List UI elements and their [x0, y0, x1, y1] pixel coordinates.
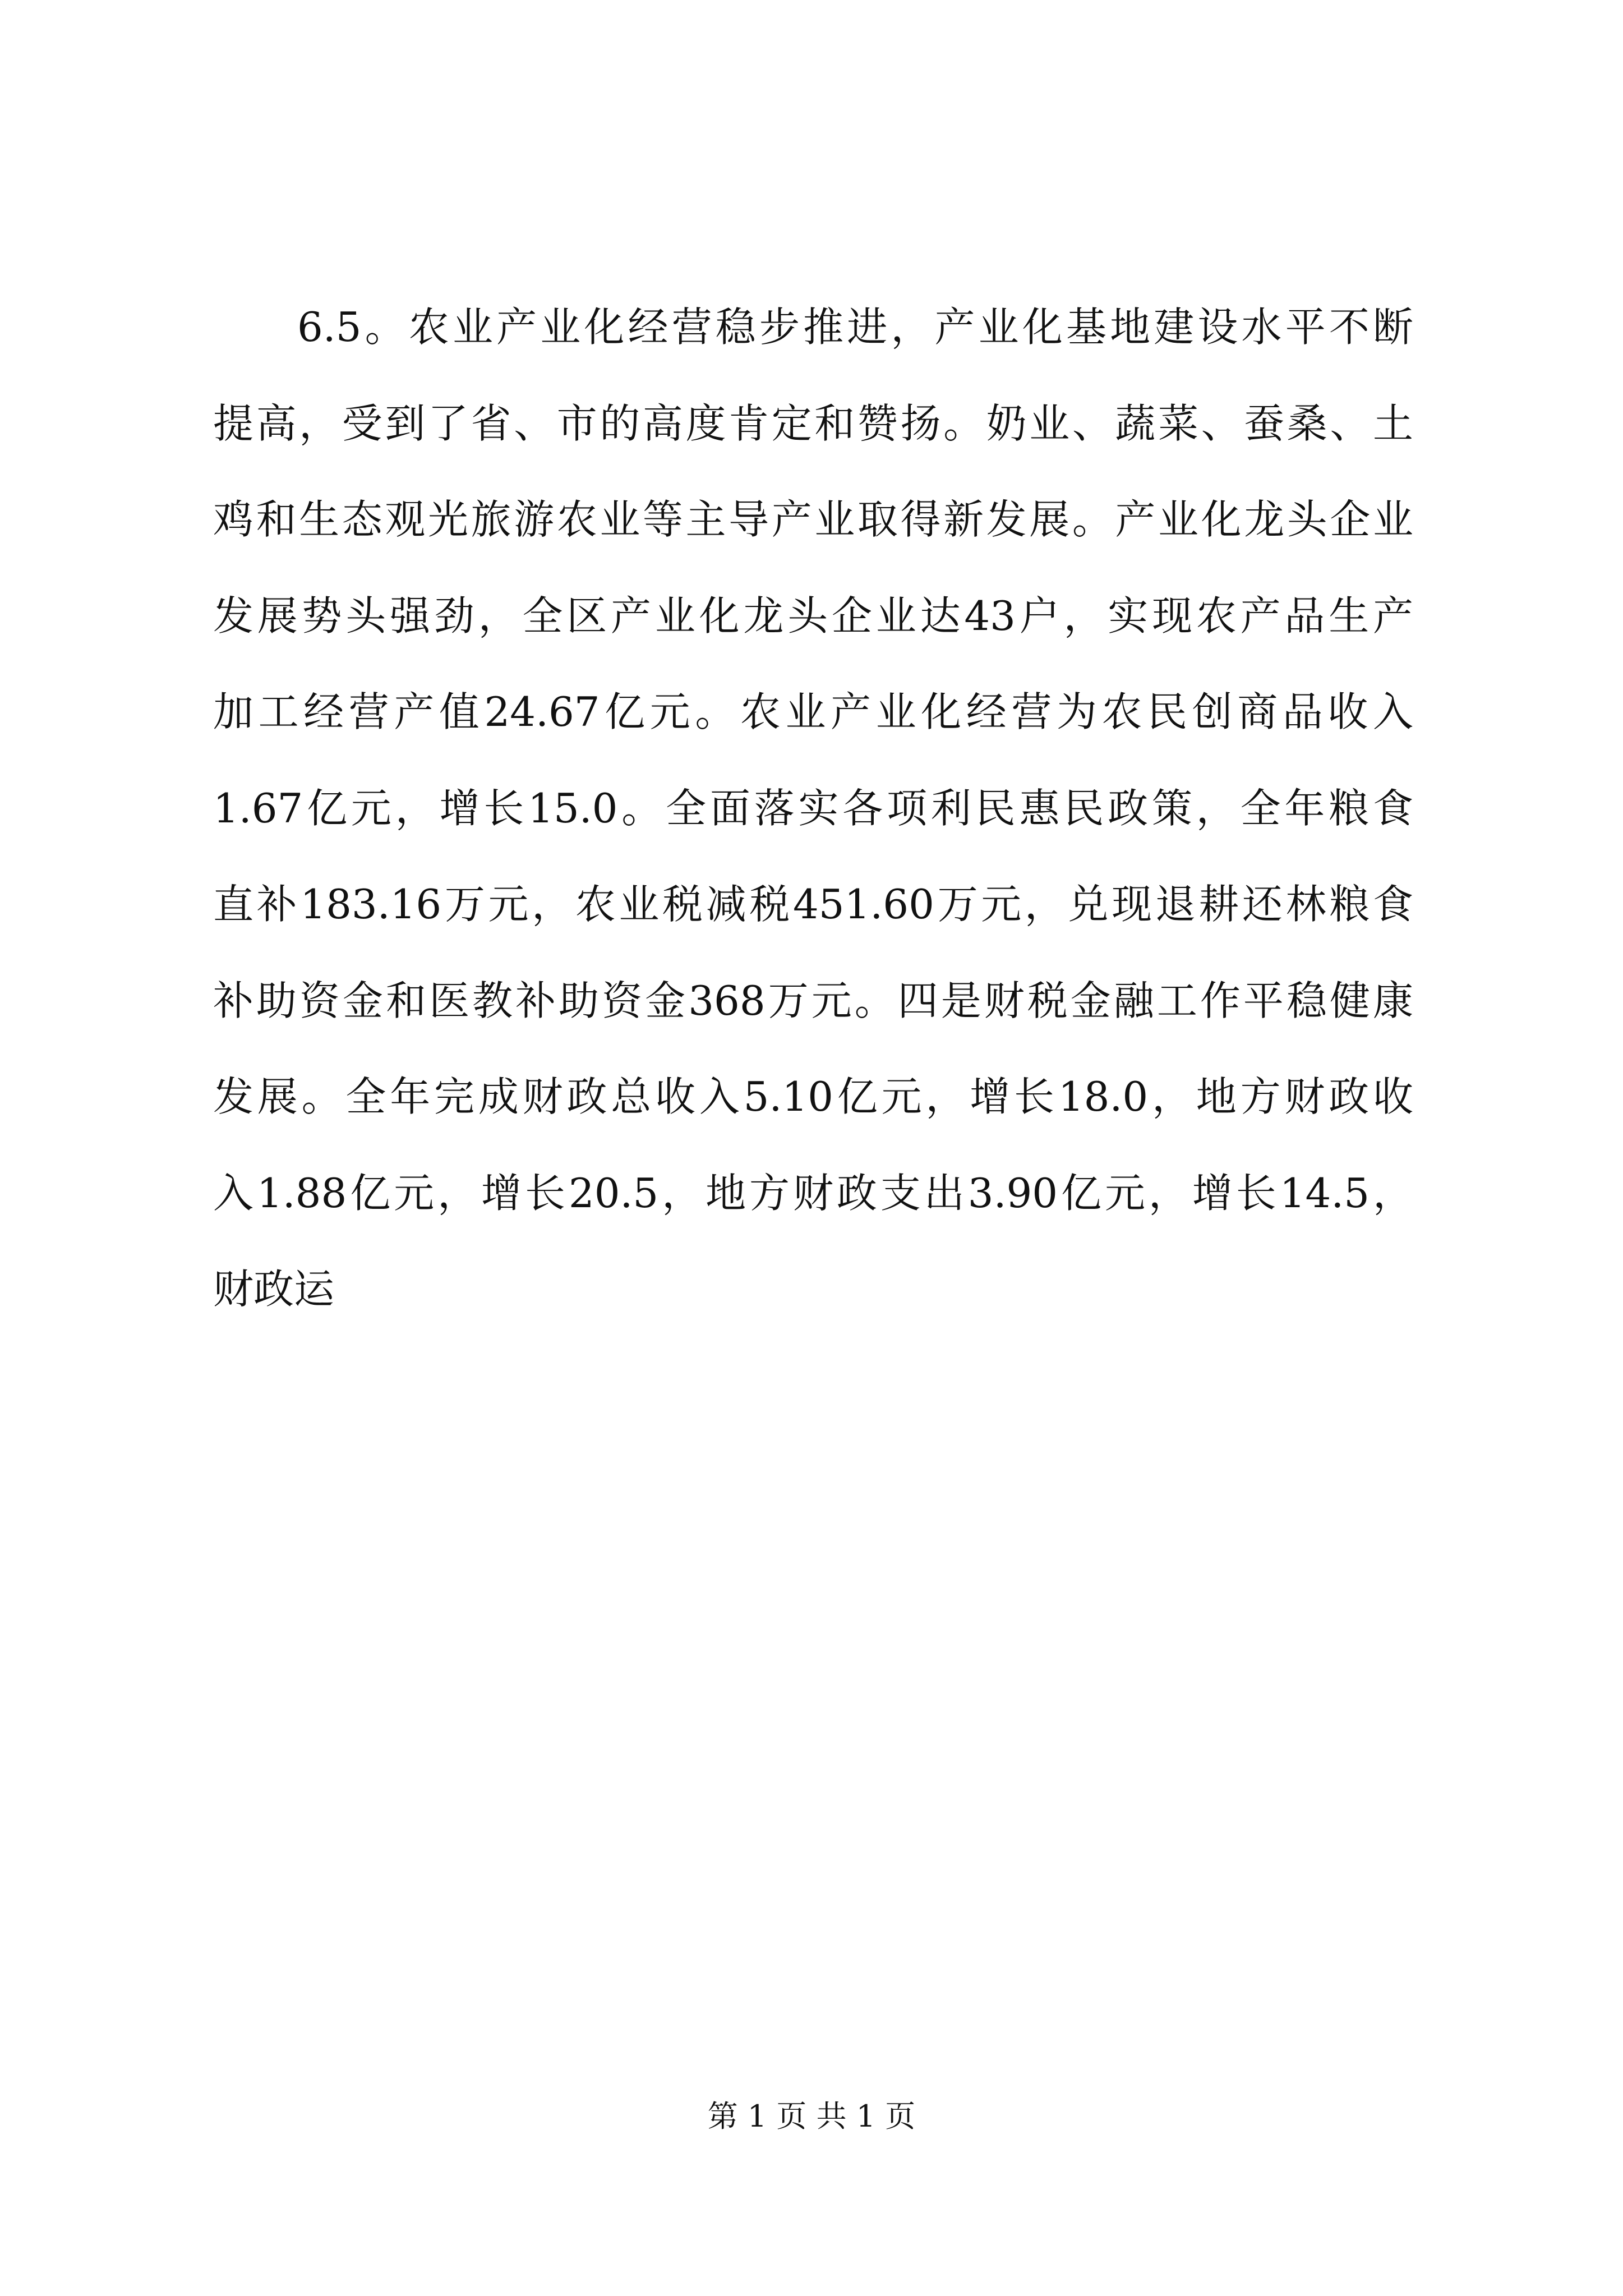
paragraph-line-3: 鸡和生态观光旅游农业等主导产业取得新发展。产业化龙头企业 — [213, 496, 1413, 543]
page-number-footer: 第 1 页 共 1 页 — [707, 2099, 916, 2134]
paragraph-line-1: 6.5。农业产业化经营稳步推进，产业化基地建设水平不断 — [297, 303, 1413, 351]
paragraph-line-11: 财政运 — [213, 1266, 335, 1313]
paragraph-line-6: 1.67亿元，增长15.0。全面落实各项利民惠民政策，全年粮食 — [213, 784, 1413, 832]
paragraph-line-7: 直补183.16万元，农业税减税451.60万元，兑现退耕还林粮食 — [213, 881, 1413, 928]
paragraph-line-5: 加工经营产值24.67亿元。农业产业化经营为农民创商品收入 — [213, 688, 1413, 735]
paragraph-line-4: 发展势头强劲，全区产业化龙头企业达43户，实现农产品生产 — [213, 592, 1413, 639]
paragraph-line-2: 提高，受到了省、市的高度肯定和赞扬。奶业、蔬菜、蚕桑、土 — [213, 399, 1413, 447]
paragraph-line-10: 入1.88亿元，增长20.5，地方财政支出3.90亿元，增长14.5， — [213, 1169, 1413, 1217]
body-paragraph — [213, 279, 1413, 1338]
paragraph-line-8: 补助资金和医教补助资金368万元。四是财税金融工作平稳健康 — [213, 977, 1413, 1024]
paragraph-line-9: 发展。全年完成财政总收入5.10亿元，增长18.0，地方财政收 — [213, 1073, 1413, 1120]
